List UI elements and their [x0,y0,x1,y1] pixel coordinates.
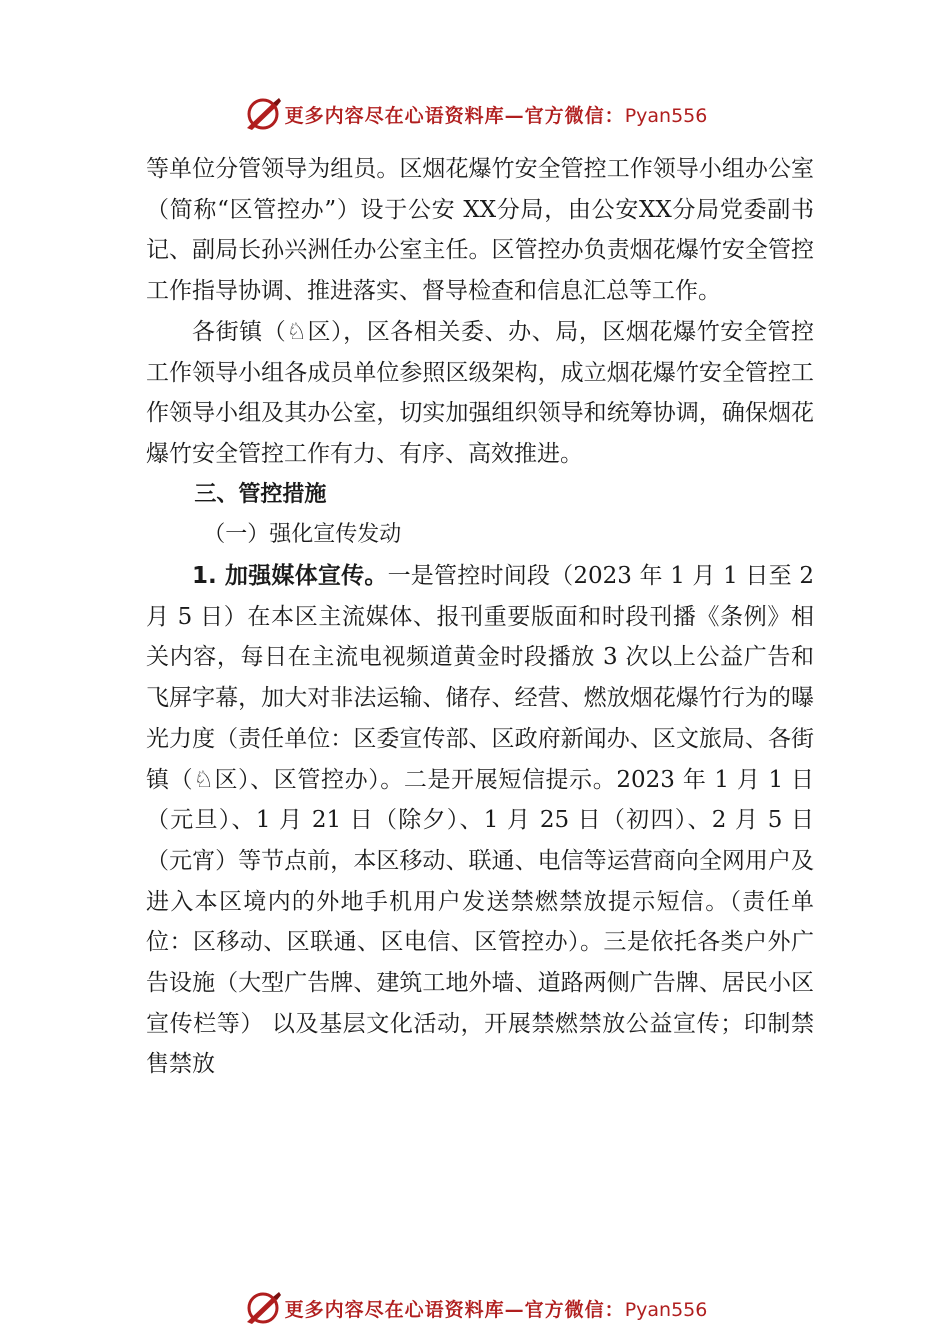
watermark-text [285,1295,708,1322]
pen-circle-logo-icon [243,1288,283,1328]
watermark-text [285,101,708,128]
watermark-brand: 更多内容尽在心语资料库 [284,104,505,127]
section-heading-control-measures: 三、管控措施 [194,481,327,507]
subsection-heading-publicity: （一）强化宣传发动 [203,522,402,548]
list-item-media-publicity [146,556,814,1085]
watermark-account: Pyan556 [624,104,708,127]
watermark-separator: — [504,1298,525,1321]
paragraph-subordinate-units: 各街镇（♘区），区各相关委、办、局，区烟花爆竹安全管控工作领导小组各成员单位参照区级架构，成立烟花爆竹安全管控工作领导小组及其办公室，切实加强组织领导和统筹协调，确保烟花爆竹安全管控工作有力、有序、高效推进。 [146,318,814,467]
list-item-lead: 1. 加强媒体宣传。 [192,563,388,590]
watermark-label: 官方微信： [524,1298,625,1321]
watermark-account: Pyan556 [624,1298,708,1321]
watermark-brand: 更多内容尽在心语资料库 [284,1298,505,1321]
list-item-body: 一是管控时间段（2023 年 1 月 1 日至 2 月 5 日）在本区主流媒体、报刊重要版面和时段刊播《条例》相关内容，每日在主流电视频道黄金时段播放 3 次以上公益广告和飞屏字幕，加大对非法运输、储存、经营、燃放烟花爆竹行为的曝光力度（责任单位：区委宣传部、区政府新闻办、区文旅局、各街镇（♘区）、区管控办）。二是开展短信提示。2023 年 1 月 1 日（元旦）、1 月 21 日（除夕）、1 月 25 日（初四）、2 月 5 日（元宵）等节点前，本区移动、联通、电信等运营商向全网用户及进入本区境内的外地手机用户发送禁燃禁放提示短信。（责任单位：区移动、区联通、区电信、区管控办）。三是依托各类户外广告设施（大型广告牌、建筑工地外墙、道路两侧广告牌、居民小区宣传栏等） 以及基层文化活动，开展禁燃禁放公益宣传；印制禁售禁放 [146,563,814,1078]
header-watermark [0,94,950,134]
paragraph-office-setup: 等单位分管领导为组员。区烟花爆竹安全管控工作领导小组办公室（简称“区管控办”）设于公安 XX分局，由公安XX分局党委副书记、副局长孙兴洲任办公室主任。区管控办负责烟花爆竹安全管控工作指导协调、推进落实、督导检查和信息汇总等工作。 [146,156,814,305]
watermark-label: 官方微信： [524,104,625,127]
pen-circle-logo-icon [243,94,283,134]
watermark-separator: — [504,104,525,127]
footer-watermark [0,1288,950,1328]
document-body [146,149,814,1085]
